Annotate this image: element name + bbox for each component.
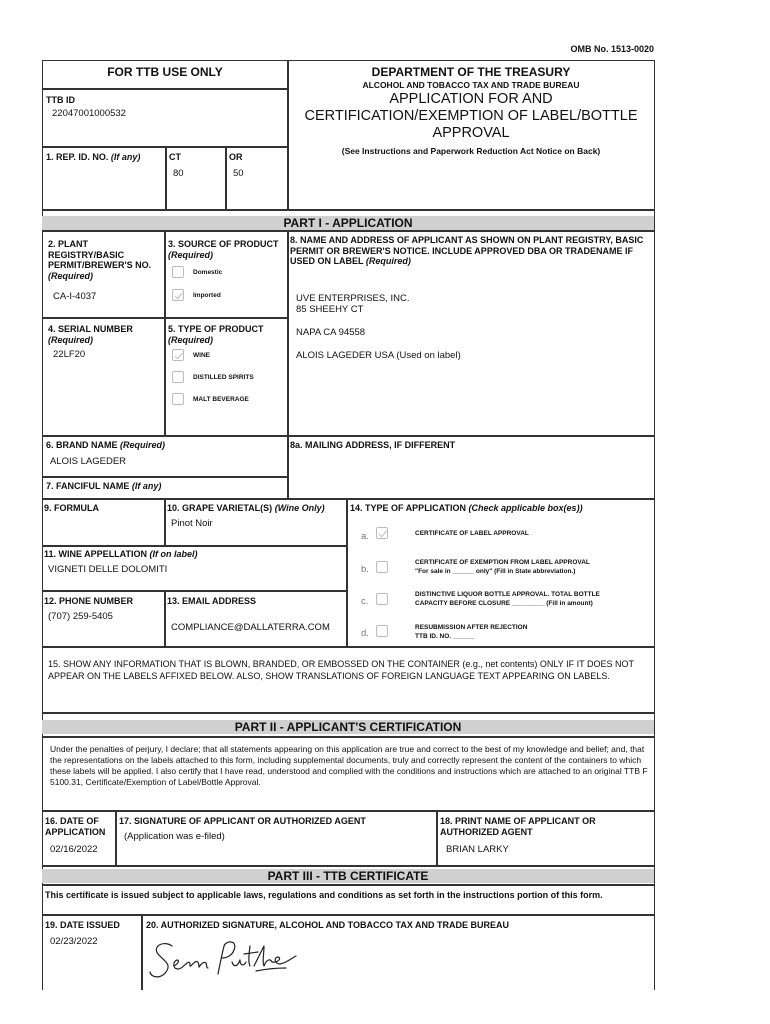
- date-issued-label: 19. DATE ISSUED: [45, 920, 120, 930]
- domestic-label: Domestic: [193, 269, 223, 276]
- date-of-application-label: 16. DATE OF APPLICATION: [45, 816, 106, 837]
- serial-number-value: 22LF20: [53, 349, 86, 360]
- email-value: COMPLIANCE@DALLATERRA.COM: [171, 622, 330, 633]
- instructions-note: (See Instructions and Paperwork Reduction Act Notice on Back): [341, 146, 601, 156]
- plant-registry-value: CA-I-4037: [53, 291, 97, 302]
- phone-label: 12. PHONE NUMBER: [44, 596, 134, 606]
- or-value: 50: [233, 168, 244, 179]
- distilled-spirits-label: DISTILLED SPIRITS: [193, 374, 254, 381]
- applicant-city: NAPA CA 94558: [296, 327, 366, 338]
- plant-registry-label: 2. PLANT REGISTRY/BASIC PERMIT/BREWER'S NO. (Required): [48, 239, 152, 281]
- label-approval-checkbox[interactable]: [376, 527, 388, 539]
- print-name-value: BRIAN LARKY: [446, 844, 509, 855]
- part1-title: PART I - APPLICATION: [283, 216, 413, 230]
- item15-text: 15. SHOW ANY INFORMATION THAT IS BLOWN, BRANDED, OR EMBOSSED ON THE CONTAINER (e.g., net contents) ONLY IF IT DOES NOT APPEAR ON THE LABELS AFFIXED BELOW. ALSO, SHOW TRANSLATIONS OF FOREIGN LANGUAGE TEXT APPEARING ON LABELS.: [48, 659, 634, 681]
- email-label: 13. EMAIL ADDRESS: [167, 596, 257, 606]
- product-type-label: 5. TYPE OF PRODUCT (Required): [168, 324, 264, 345]
- applicant-address-label: 8. NAME AND ADDRESS OF APPLICANT AS SHOWN ON PLANT REGISTRY, BASIC PERMIT OR BREWER'S NOTICE. INCLUDE APPROVED DBA OR TRADENAME IF USED ON LABEL (Required): [290, 235, 644, 266]
- wine-appellation-label: 11. WINE APPELLATION (If on label): [44, 549, 198, 559]
- distinctive-bottle-checkbox[interactable]: [376, 593, 388, 605]
- phone-value: (707) 259-5405: [48, 611, 113, 622]
- ttb-id-value: 22047001000532: [52, 108, 126, 119]
- rep-id-label: 1. REP. ID. NO. (If any): [46, 152, 141, 162]
- app-type-c-letter: c.: [361, 596, 369, 607]
- form-frame: [42, 60, 655, 990]
- applicant-signature-label: 17. SIGNATURE OF APPLICANT OR AUTHORIZED AGENT: [119, 816, 366, 826]
- mailing-address-label: 8a. MAILING ADDRESS, IF DIFFERENT: [290, 440, 456, 450]
- omb-number: OMB No. 1513-0020: [570, 44, 654, 54]
- wine-checkbox[interactable]: [172, 349, 184, 361]
- fanciful-name-label: 7. FANCIFUL NAME (If any): [46, 481, 162, 491]
- part3-title: PART III - TTB CERTIFICATE: [267, 869, 429, 883]
- applicant-signature-value: (Application was e-filed): [124, 831, 225, 842]
- dept-line1: DEPARTMENT OF THE TREASURY: [371, 65, 571, 79]
- ttb-id-label: TTB ID: [46, 95, 75, 105]
- part2-title: PART II - APPLICANT'S CERTIFICATION: [234, 720, 462, 734]
- app-type-b-letter: b.: [361, 564, 369, 575]
- resubmission-checkbox[interactable]: [376, 625, 388, 637]
- distilled-spirits-checkbox[interactable]: [172, 371, 184, 383]
- exemption-text: CERTIFICATE OF EXEMPTION FROM LABEL APPROVAL "For sale in ______ only" (Fill in State abbreviation.): [415, 559, 590, 575]
- brand-name-value: ALOIS LAGEDER: [50, 456, 127, 467]
- handwritten-signature: [146, 936, 306, 988]
- ttb-use-title: FOR TTB USE ONLY: [107, 65, 223, 79]
- or-label: OR: [229, 152, 243, 162]
- malt-beverage-checkbox[interactable]: [172, 393, 184, 405]
- ct-label: CT: [169, 152, 181, 162]
- certificate-conditions-text: This certificate is issued subject to applicable laws, regulations and conditions as set forth in the instructions portion of this form.: [45, 890, 603, 900]
- serial-number-label: 4. SERIAL NUMBER (Required): [48, 324, 133, 345]
- distinctive-bottle-text: DISTINCTIVE LIQUOR BOTTLE APPROVAL. TOTAL BOTTLE CAPACITY BEFORE CLOSURE _________ (Fill in amount): [415, 591, 600, 607]
- dept-line2: ALCOHOL AND TOBACCO TAX AND TRADE BUREAU: [362, 80, 580, 90]
- label-approval-text: CERTIFICATE OF LABEL APPROVAL: [415, 530, 529, 537]
- applicant-dba: ALOIS LAGEDER USA (Used on label): [296, 350, 461, 361]
- wine-appellation-value: VIGNETI DELLE DOLOMITI: [48, 564, 168, 575]
- imported-label: Imported: [193, 292, 221, 299]
- malt-beverage-label: MALT BEVERAGE: [193, 396, 249, 403]
- date-issued-value: 02/23/2022: [50, 936, 98, 947]
- domestic-checkbox[interactable]: [172, 266, 184, 278]
- application-type-label: 14. TYPE OF APPLICATION (Check applicable box(es)): [350, 503, 583, 513]
- wine-label: WINE: [193, 352, 210, 359]
- authorized-signature-label: 20. AUTHORIZED SIGNATURE, ALCOHOL AND TOBACCO TAX AND TRADE BUREAU: [146, 920, 510, 930]
- print-name-label: 18. PRINT NAME OF APPLICANT OR AUTHORIZED AGENT: [440, 816, 596, 837]
- ct-value: 80: [173, 168, 184, 179]
- source-product-label: 3. SOURCE OF PRODUCT (Required): [168, 239, 279, 260]
- applicant-street: 85 SHEEHY CT: [296, 304, 364, 315]
- grape-varietal-label: 10. GRAPE VARIETAL(S) (Wine Only): [167, 503, 325, 513]
- app-type-d-letter: d.: [361, 628, 369, 639]
- grape-varietal-value: Pinot Noir: [171, 518, 213, 529]
- form-title: APPLICATION FOR AND CERTIFICATION/EXEMPTION OF LABEL/BOTTLE APPROVAL: [304, 91, 638, 141]
- imported-checkbox[interactable]: [172, 289, 184, 301]
- brand-name-label: 6. BRAND NAME (Required): [46, 440, 166, 450]
- date-of-application-value: 02/16/2022: [50, 844, 98, 855]
- formula-label: 9. FORMULA: [44, 503, 99, 513]
- certification-text: Under the penalties of perjury, I declare; that all statements appearing on this application are true and correct to the best of my knowledge and belief; and, that the representations on the labels attached to this form, including supplemental documents, truly and correctly represent the content of the containers to which these labels will be applied. I also certify that I have read, understood and complied with the conditions and instructions which are attached to an original TTB F 5100.31, Certificate/Exemption of Label/Bottle Approval.: [50, 744, 648, 787]
- applicant-name: UVE ENTERPRISES, INC.: [296, 293, 410, 304]
- app-type-a-letter: a.: [361, 531, 369, 542]
- resubmission-text: RESUBMISSION AFTER REJECTION TTB ID. NO. ______: [415, 624, 528, 640]
- exemption-checkbox[interactable]: [376, 561, 388, 573]
